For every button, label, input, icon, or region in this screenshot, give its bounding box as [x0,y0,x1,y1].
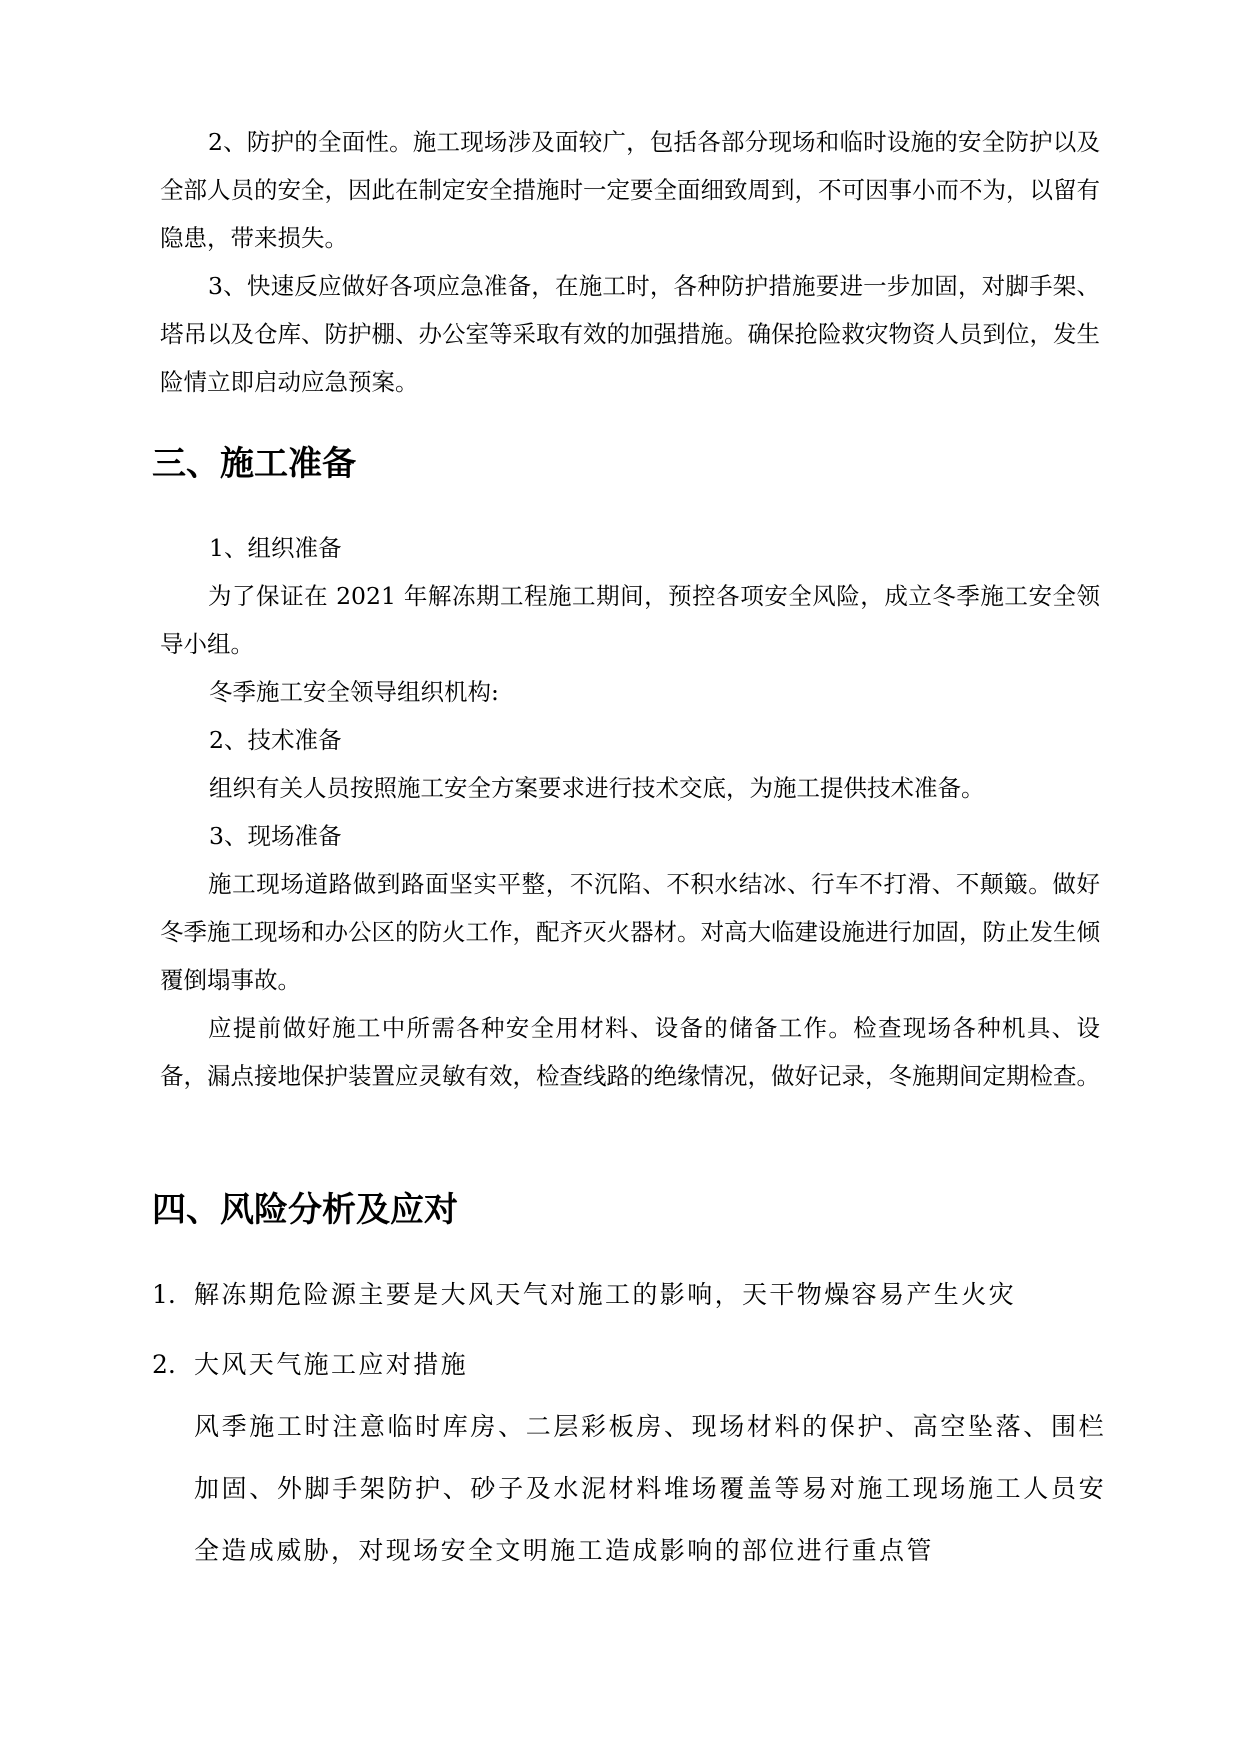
item-organization-preparation-title: 1、组织准备 [209,534,342,562]
paragraph-materials-equipment: 应提前做好施工中所需各种安全用材料、设备的储备工作。检查现场各种机具、设备，漏点接地保护装置应灵敏有效，检查线路的绝缘情况，做好记录，冬施期间定期检查。 [160,1014,1100,1090]
paragraph-site-roads: 施工现场道路做到路面坚实平整，不沉陷、不积水结冰、行车不打滑、不颠簸。做好冬季施工现场和办公区的防火工作，配齐灭火器材。对高大临建设施进行加固，防止发生倾覆倒塌事故。 [160,870,1100,994]
paragraph-rapid-response: 3、快速反应做好各项应急准备，在施工时，各种防护措施要进一步加固，对脚手架、塔吊以及仓库、防护棚、办公室等采取有效的加强措施。确保抢险救灾物资人员到位，发生险情立即启动应急预案。 [160,272,1100,396]
item-technical-preparation-title: 2、技术准备 [209,726,342,754]
item-site-preparation-title: 3、现场准备 [209,822,342,850]
list-number: 2. [152,1350,176,1379]
section-heading-risk-analysis: 四、风险分析及应对 [152,1190,458,1230]
paragraph-organization-preparation: 为了保证在 2021 年解冻期工程施工期间，预控各项安全风险，成立冬季施工安全领导小组。 [160,582,1100,658]
paragraph-wind-season-measures: 风季施工时注意临时库房、二层彩板房、现场材料的保护、高空坠落、围栏加固、外脚手架防护、砂子及水泥材料堆场覆盖等易对施工现场施工人员安全造成威胁，对现场安全文明施工造成影响的部位进行重点管 [194,1412,1106,1565]
paragraph-technical-preparation: 组织有关人员按照施工安全方案要求进行技术交底，为施工提供技术准备。 [209,774,985,802]
list-text: 大风天气施工应对措施 [194,1350,469,1379]
list-number: 1. [152,1280,176,1309]
list-text: 解冻期危险源主要是大风天气对施工的影响，天干物燥容易产生火灾 [194,1280,1017,1309]
list-item [152,1348,468,1382]
paragraph-protection-comprehensive: 2、防护的全面性。施工现场涉及面较广，包括各部分现场和临时设施的安全防护以及全部人员的安全，因此在制定安全措施时一定要全面细致周到，不可因事小而不为，以留有隐患，带来损失。 [160,128,1100,252]
section-heading-construction-preparation: 三、施工准备 [152,444,356,484]
org-structure-label: 冬季施工安全领导组织机构: [209,678,499,706]
list-item [152,1278,1016,1312]
